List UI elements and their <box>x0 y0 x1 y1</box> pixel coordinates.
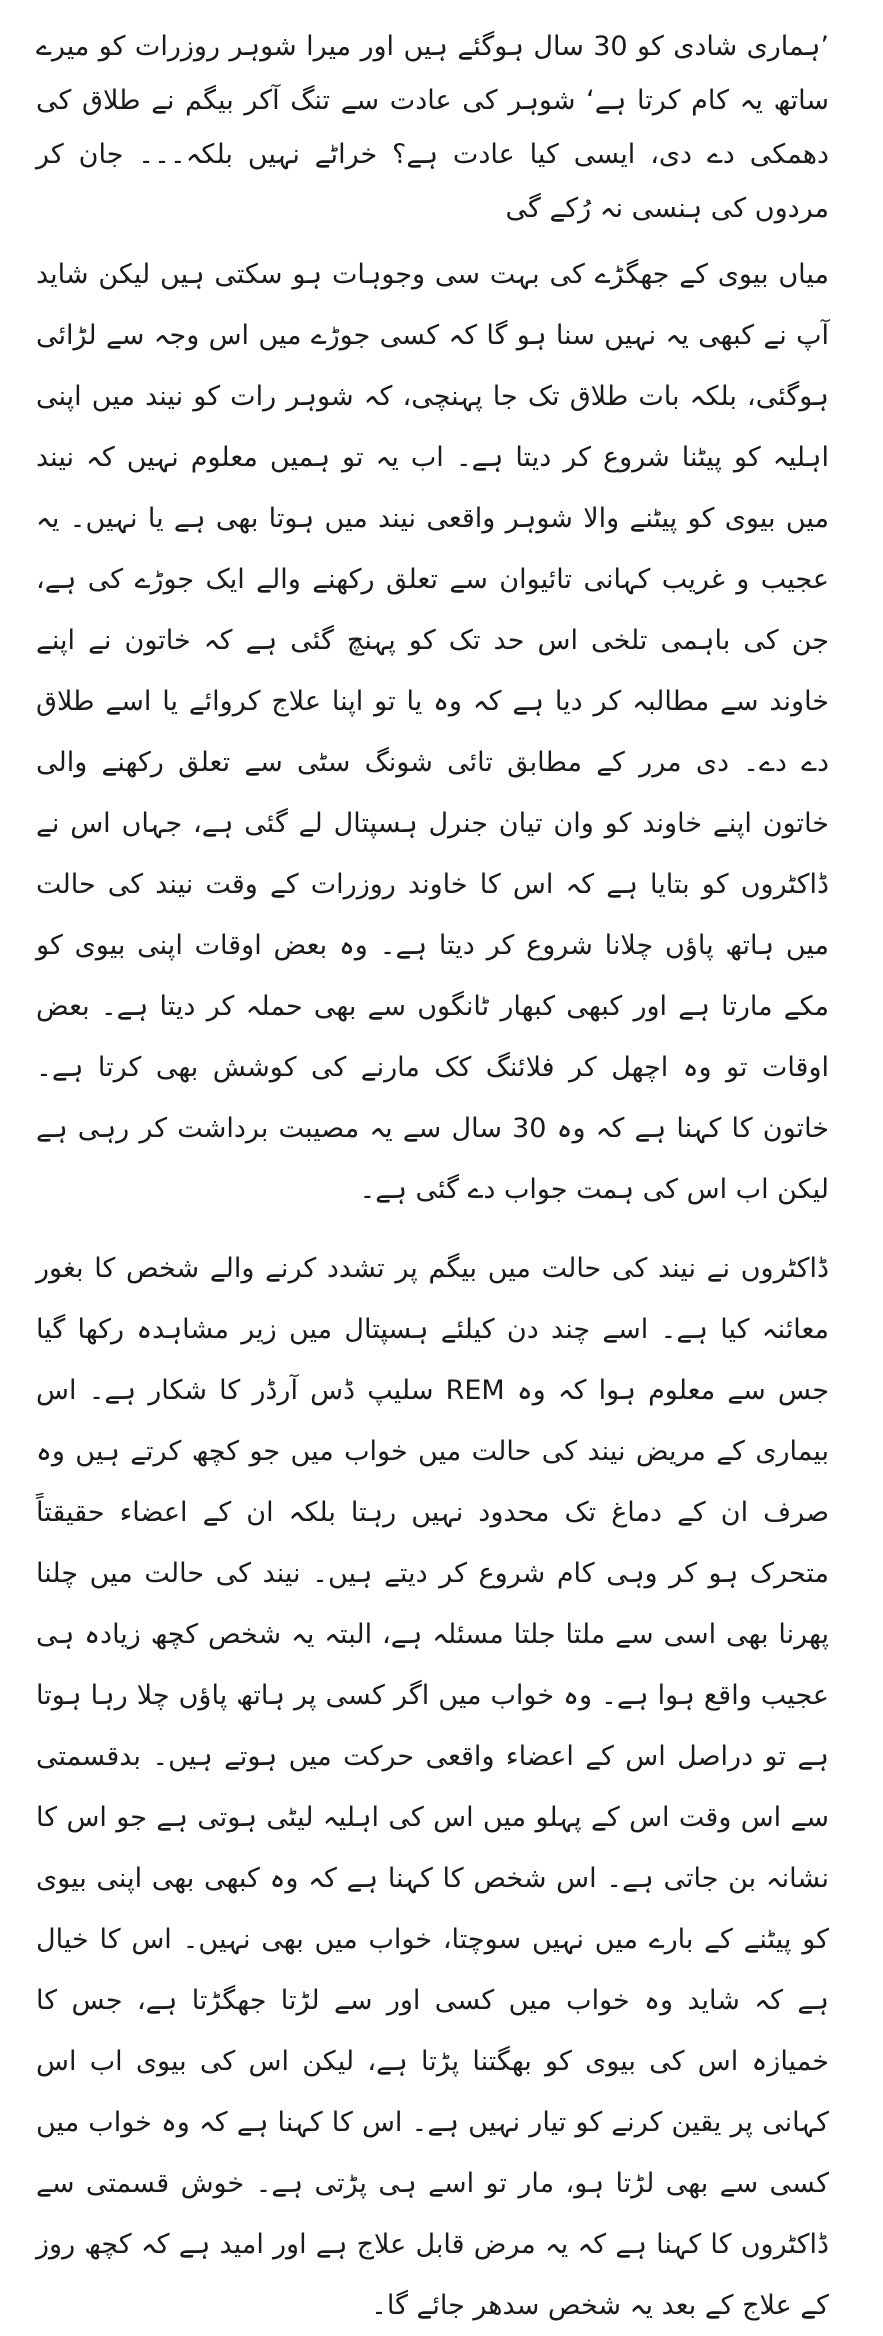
article-headline: ’ہماری شادی کو 30 سال ہوگئے ہیں اور میرا شوہر روزرات کو میرے ساتھ یہ کام کرتا ہے‘ شوہر کی عادت سے تنگ آکر بیگم نے طلاق کی دھمکی دے دی، ایسی کیا عادت ہے؟ خراٹے نہیں بلکہ۔۔۔ جان کر مردوں کی ہنسی نہ رُکے گی <box>36 31 830 224</box>
article-paragraph-1: میاں بیوی کے جھگڑے کی بہت سی وجوہات ہو سکتی ہیں لیکن شاید آپ نے کبھی یہ نہیں سنا ہو گا کہ کسی جوڑے میں اس وجہ سے لڑائی ہوگئی، بلکہ بات طلاق تک جا پہنچی، کہ شوہر رات کو نیند میں اپنی اہلیہ کو پیٹنا شروع کر دیتا ہے۔ اب یہ تو ہمیں معلوم نہیں کہ نیند میں بیوی کو پیٹنے والا شوہر واقعی نیند میں ہوتا بھی ہے یا نہیں۔ یہ عجیب و غریب کہانی تائیوان سے تعلق رکھنے والے ایک جوڑے کی ہے، جن کی باہمی تلخی اس حد تک کو پہنچ گئی ہے کہ خاتون نے اپنے خاوند سے مطالبہ کر دیا ہے کہ وہ یا تو اپنا علاج کروائے یا اسے طلاق دے دے۔ دی مرر کے مطابق تائی شونگ سٹی سے تعلق رکھنے والی خاتون اپنے خاوند کو وان تیان جنرل ہسپتال لے گئی ہے، جہاں اس نے ڈاکٹروں کو بتایا ہے کہ اس کا خاوند روزرات کے وقت نیند کی حالت میں ہاتھ پاؤں چلانا شروع کر دیتا ہے۔ وہ بعض اوقات اپنی بیوی کو مکے مارتا ہے اور کبھی کبھار ٹانگوں سے بھی حملہ کر دیتا ہے۔ بعض اوقات تو وہ اچھل کر فلائنگ کک مارنے کی کوشش بھی کرتا ہے۔ خاتون کا کہنا ہے کہ وہ 30 سال سے یہ مصیبت برداشت کر رہی ہے لیکن اب اس کی ہمت جواب دے گئی ہے۔ <box>36 259 829 1205</box>
article-paragraph-2: ڈاکٹروں نے نیند کی حالت میں بیگم پر تشدد کرنے والے شخص کا بغور معائنہ کیا ہے۔ اسے چند دن کیلئے ہسپتال میں زیر مشاہدہ رکھا گیا جس سے معلوم ہوا کہ وہ REM سلیپ ڈس آرڈر کا شکار ہے۔ اس بیماری کے مریض نیند کی حالت میں خواب میں جو کچھ کرتے ہیں وہ صرف ان کے دماغ تک محدود نہیں رہتا بلکہ ان کے اعضاء حقیقتاً متحرک ہو کر وہی کام شروع کر دیتے ہیں۔ نیند کی حالت میں چلنا پھرنا بھی اسی سے ملتا جلتا مسئلہ ہے، البتہ یہ شخص کچھ زیادہ ہی عجیب واقع ہوا ہے۔ وہ خواب میں اگر کسی پر ہاتھ پاؤں چلا رہا ہوتا ہے تو دراصل اس کے اعضاء واقعی حرکت میں ہوتے ہیں۔ بدقسمتی سے اس وقت اس کے پہلو میں اس کی اہلیہ لیٹی ہوتی ہے جو اس کا نشانہ بن جاتی ہے۔ اس شخص کا کہنا ہے کہ وہ کبھی بھی اپنی بیوی کو پیٹنے کے بارے میں نہیں سوچتا، خواب میں بھی نہیں۔ اس کا خیال ہے کہ شاید وہ خواب میں کسی اور سے لڑتا جھگڑتا ہے، جس کا خمیازہ اس کی بیوی کو بھگتنا پڑتا ہے، لیکن اس کی بیوی اب اس کہانی پر یقین کرنے کو تیار نہیں ہے۔ اس کا کہنا ہے کہ وہ خواب میں کسی سے بھی لڑتا ہو، مار تو اسے ہی پڑتی ہے۔ خوش قسمتی سے ڈاکٹروں کا کہنا ہے کہ یہ مرض قابل علاج ہے اور امید ہے کہ کچھ روز کے علاج کے بعد یہ شخص سدھر جائے گا۔ <box>36 1253 830 2321</box>
